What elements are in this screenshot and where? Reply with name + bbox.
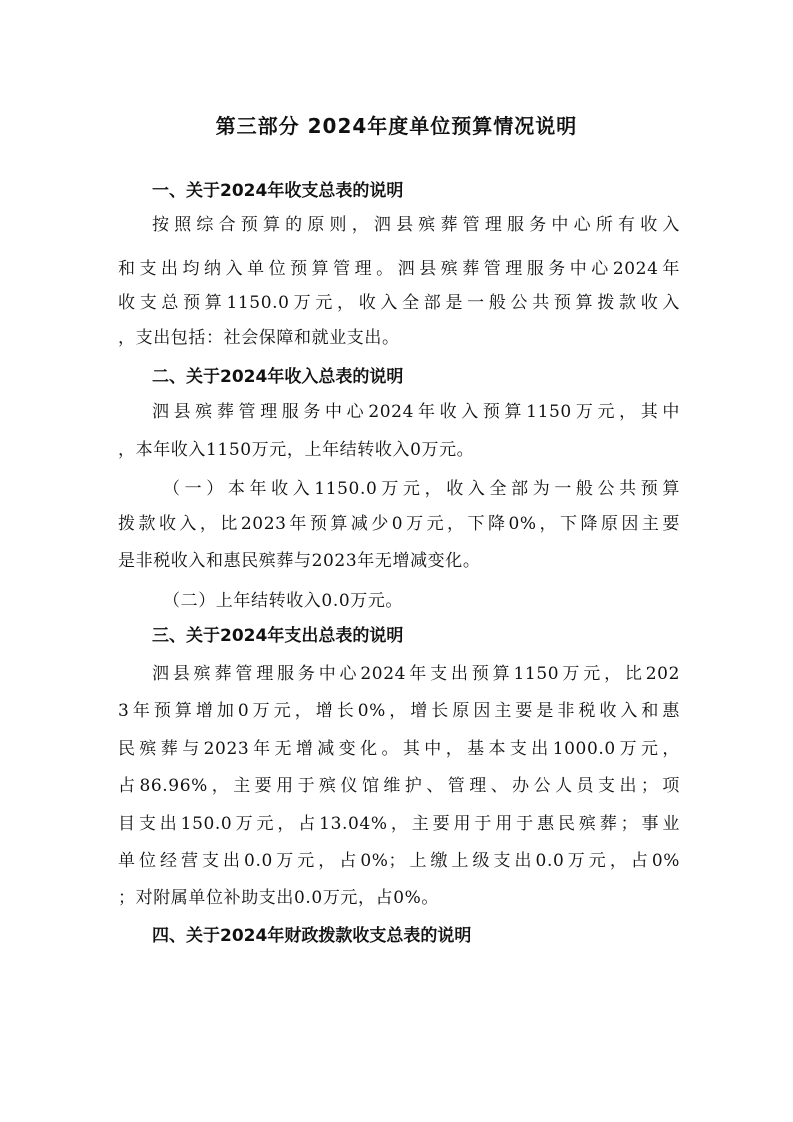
section-2-line-2: ，本年收入1150万元，上年结转收入0万元。 <box>118 440 475 460</box>
section-2-line-4: 拨款收入，比2023年预算减少0万元，下降0%，下降原因主要 <box>118 514 680 534</box>
section-2-line-5: 是非税收入和惠民殡葬与2023年无增减变化。 <box>118 551 481 571</box>
section-1-line-3: 收支总预算1150.0万元，收入全部是一般公共预算拨款收入 <box>118 293 680 313</box>
section-3-line-3: 民殡葬与2023年无增减变化。其中，基本支出1000.0万元， <box>118 739 680 759</box>
section-3-heading: 三、关于2024年支出总表的说明 <box>152 626 404 646</box>
section-3-line-4: 占86.96%，主要用于殡仪馆维护、管理、办公人员支出；项 <box>118 776 680 796</box>
page-title: 第三部分 2024年度单位预算情况说明 <box>215 114 578 138</box>
section-3-line-5: 目支出150.0万元，占13.04%，主要用于用于惠民殡葬；事业 <box>118 814 680 834</box>
section-3-line-1: 泗县殡葬管理服务中心2024年支出预算1150万元，比202 <box>152 664 680 684</box>
section-4-heading: 四、关于2024年财政拨款收支总表的说明 <box>152 926 472 946</box>
section-3-line-7: ；对附属单位补助支出0.0万元，占0%。 <box>118 888 440 908</box>
section-2-line-1: 泗县殡葬管理服务中心2024年收入预算1150万元，其中 <box>152 402 680 422</box>
section-1-heading: 一、关于2024年收支总表的说明 <box>152 181 404 201</box>
section-3-line-6: 单位经营支出0.0万元，占0%；上缴上级支出0.0万元，占0% <box>118 851 680 871</box>
section-2-line-6: （二）上年结转收入0.0万元。 <box>163 591 404 611</box>
section-1-line-1: 按照综合预算的原则，泗县殡葬管理服务中心所有收入 <box>152 215 680 235</box>
section-1-line-4: ，支出包括：社会保障和就业支出。 <box>118 328 400 348</box>
section-2-heading: 二、关于2024年收入总表的说明 <box>152 367 404 387</box>
section-3-line-2: 3年预算增加0万元，增长0%，增长原因主要是非税收入和惠 <box>118 701 680 721</box>
section-2-line-3: （一）本年收入1150.0万元，收入全部为一般公共预算 <box>163 479 680 499</box>
section-1-line-2: 和支出均纳入单位预算管理。泗县殡葬管理服务中心2024年 <box>118 259 680 279</box>
